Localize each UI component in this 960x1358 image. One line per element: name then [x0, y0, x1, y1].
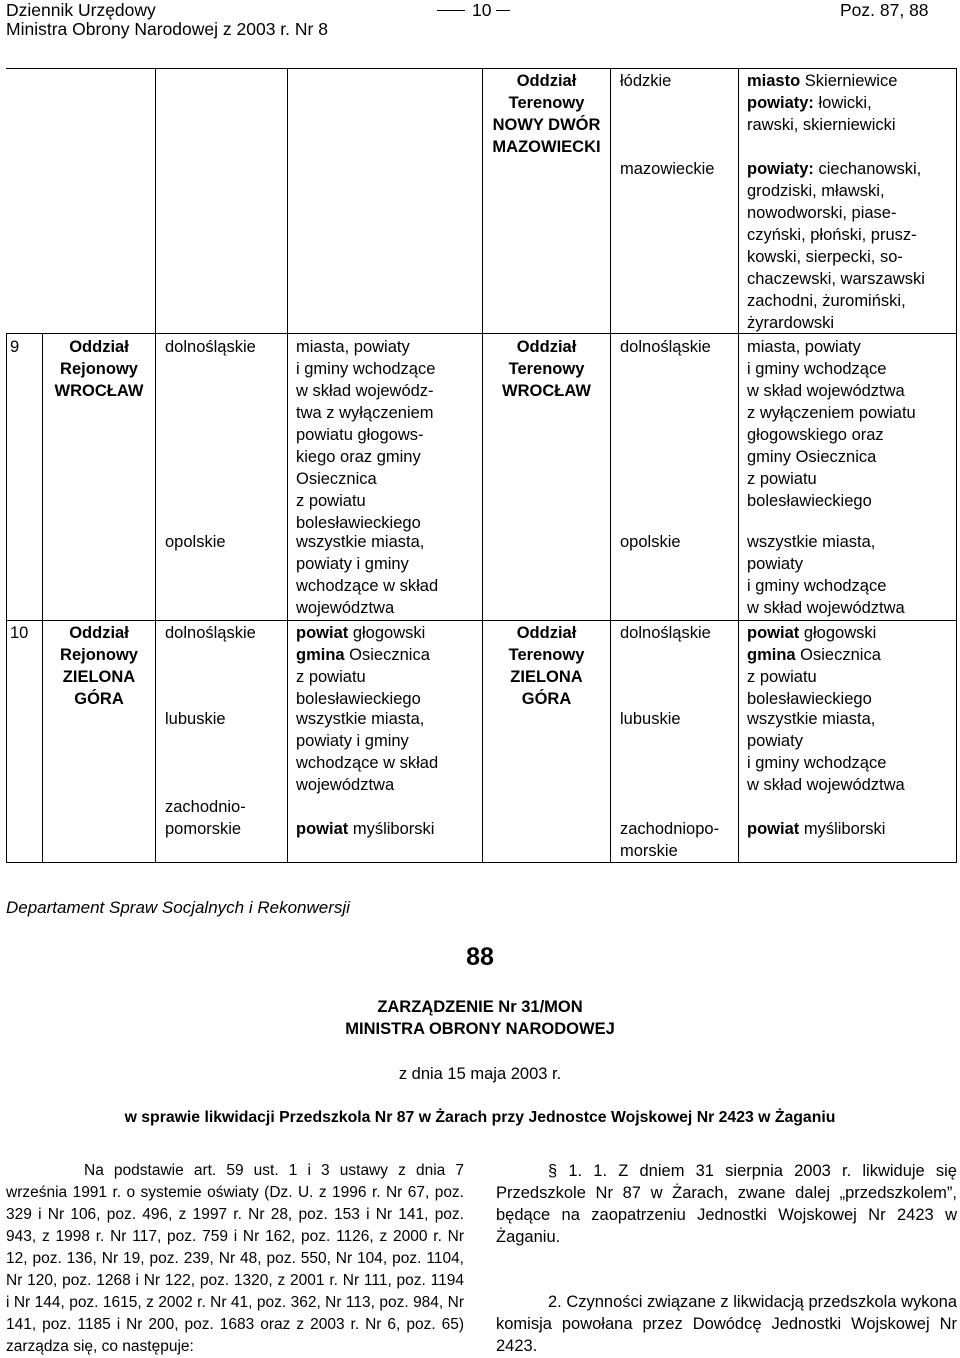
voivodeship-mazowieckie: mazowieckie	[620, 160, 715, 178]
header-rule-right	[496, 10, 510, 11]
header-rule-left	[437, 10, 465, 11]
row9-voivodeship-1: dolnośląskie	[165, 338, 256, 356]
area-lodzkie	[747, 70, 897, 92]
row9-area-2: wszystkie miasta, powiaty i gminy wchodzące w skład województwa	[296, 533, 439, 617]
row10-area-3-text: myśliborski	[348, 820, 435, 838]
row10-t-area-1a-key: powiat	[747, 624, 800, 642]
row10-number: 10	[10, 624, 29, 642]
row10-area-3-key: powiat	[296, 820, 349, 838]
row10-oddzial-terenowy: Oddział Terenowy ZIELONA GÓRA	[508, 624, 585, 708]
row10-t-area-1a-text: głogowski	[799, 624, 877, 642]
row9-voivodeship-2: opolskie	[165, 533, 226, 551]
area-lodzkie-powiaty	[747, 92, 896, 136]
voivodeship-lodzkie: łódzkie	[620, 72, 672, 90]
row9-oddzial-terenowy: Oddział Terenowy WROCŁAW	[502, 338, 591, 400]
row10-t-area-1b	[747, 644, 881, 710]
col-divider-terenowy	[610, 68, 611, 863]
page-number: 10	[472, 0, 492, 20]
row10-area-1b-key: gmina	[296, 646, 345, 664]
document-title: ZARZĄDZENIE Nr 31/MON	[377, 998, 583, 1016]
row10-area-1a-key: powiat	[296, 624, 349, 642]
row10-t-area-3-key: powiat	[747, 820, 800, 838]
area-mazowieckie	[747, 158, 925, 334]
document-subject: w sprawie likwidacji Przedszkola Nr 87 w Żarach przy Jednostce Wojskowej Nr 2423 w Żaganiu	[124, 1109, 836, 1126]
row10-t-area-2: wszystkie miasta, powiaty i gminy wchodzące w skład województwa	[747, 710, 905, 794]
row9-t-area-2: wszystkie miasta, powiaty i gminy wchodzące w skład województwa	[747, 533, 905, 617]
row9-t-area-1: miasta, powiaty i gminy wchodzące w skład województwa z wyłączeniem powiatu głogowskiego oraz gminy Osiecznica z powiatu bolesławieckiego	[747, 338, 916, 510]
col-divider-obszar	[482, 68, 483, 863]
row10-voivodeship-3: zachodnio- pomorskie	[165, 798, 246, 838]
col-divider-rejonowy	[155, 68, 156, 863]
document-number: 88	[466, 943, 494, 971]
row10-t-voivodeship-1: dolnośląskie	[620, 624, 711, 642]
department-name: Departament Spraw Socjalnych i Rekonwersji	[6, 898, 350, 917]
col-divider-t-wojewodztwo	[738, 68, 739, 863]
row10-oddzial-rejonowy: Oddział Rejonowy ZIELONA GÓRA	[60, 624, 138, 708]
col-divider-wojewodztwo	[287, 68, 288, 863]
row10-t-voivodeship-3: zachodniopo- morskie	[620, 820, 720, 860]
row9-oddzial-rejonowy: Oddział Rejonowy WROCŁAW	[54, 338, 144, 400]
row10-t-area-1b-text: Osiecznica z powiatu bolesławieckiego	[747, 646, 881, 708]
row10-area-1a	[296, 622, 425, 644]
row10-t-area-3	[747, 818, 885, 840]
row10-voivodeship-1: dolnośląskie	[165, 624, 256, 642]
position-number: Poz. 87, 88	[840, 0, 929, 20]
paragraph-2: 2. Czynności związane z likwidacją przedszkola wykona komisja powołana przez Dowódcę Jednostki Wojskowej Nr 2423.	[496, 1293, 958, 1355]
row10-area-1b-text: Osiecznica z powiatu bolesławieckiego	[296, 646, 430, 708]
row10-t-area-1a	[747, 622, 876, 644]
document-date: z dnia 15 maja 2003 r.	[398, 1065, 562, 1083]
row9-area-1: miasta, powiaty i gminy wchodzące w skład wojewódz- twa z wyłączeniem powiatu głogows- kiego oraz gminy Osiecznica z powiatu bolesławieckiego	[296, 338, 436, 532]
row10-t-voivodeship-2: lubuskie	[620, 710, 681, 728]
area-lodzkie-powiaty-key: powiaty:	[747, 94, 814, 112]
area-lodzkie-text: Skierniewice	[800, 72, 898, 90]
row9-t-voivodeship-1: dolnośląskie	[620, 338, 711, 356]
row9-number: 9	[10, 338, 20, 356]
row10-area-3	[296, 818, 434, 840]
table-right-border	[956, 68, 957, 863]
col-divider-lp	[42, 333, 43, 863]
journal-title: Dziennik Urzędowy	[6, 0, 156, 20]
paragraph-1: § 1. 1. Z dniem 31 sierpnia 2003 r. likwiduje się Przedszkole Nr 87 w Żarach, zwane dalej „przedszkolem”, będące na zaopatrzeniu Jednostki Wojskowej Nr 2423 w Żaganiu.	[496, 1162, 957, 1246]
document-issuer: MINISTRA OBRONY NARODOWEJ	[345, 1020, 615, 1038]
row10-voivodeship-2: lubuskie	[165, 710, 226, 728]
oddzial-terenowy-nowy-dwor: Oddział Terenowy NOWY DWÓR MAZOWIECKI	[492, 72, 601, 156]
row10-area-2: wszystkie miasta, powiaty i gminy wchodzące w skład województwa	[296, 710, 439, 794]
preamble: Na podstawie art. 59 ust. 1 i 3 ustawy z dnia 7 września 1991 r. o systemie oświaty (Dz. U. z 1996 r. Nr 67, poz. 329 i Nr 106, poz. 496, z 1997 r. Nr 28, poz. 153 i Nr 141, poz. 943, z 1998 r. Nr 117, poz. 759 i Nr 162, poz. 1126, z 2000 r. Nr 12, poz. 136, Nr 19, poz. 239, Nr 48, poz. 550, Nr 104, poz. 1104, Nr 120, poz. 1268 i Nr 122, poz. 1320, z 2001 r. Nr 111, poz. 1194 i Nr 144, poz. 1615, z 2002 r. Nr 41, poz. 362, Nr 113, poz. 984, Nr 141, poz. 1185 i Nr 200, poz. 1683 oraz z 2003 r. Nr 6, poz. 65) zarządza się, co następuje:	[6, 1162, 464, 1355]
table-left-border	[6, 333, 7, 863]
area-mazowieckie-text: ciechanowski, grodziski, mławski, nowodworski, piase- czyński, płoński, prusz- kowski, sierpecki, so- chaczewski, warszawski zachodni, żuromiński, żyrardowski	[747, 160, 925, 332]
row10-area-1b	[296, 644, 430, 710]
row9-t-voivodeship-2: opolskie	[620, 533, 681, 551]
area-mazowieckie-key: powiaty:	[747, 160, 814, 178]
row10-t-area-1b-key: gmina	[747, 646, 796, 664]
area-lodzkie-key: miasto	[747, 72, 801, 90]
area-lodzkie-powiaty-text: łowicki, rawski, skierniewicki	[747, 94, 896, 134]
journal-issuer: Ministra Obrony Narodowej z 2003 r. Nr 8	[6, 19, 328, 39]
row10-t-area-3-text: myśliborski	[799, 820, 886, 838]
row10-area-1a-text: głogowski	[348, 624, 426, 642]
